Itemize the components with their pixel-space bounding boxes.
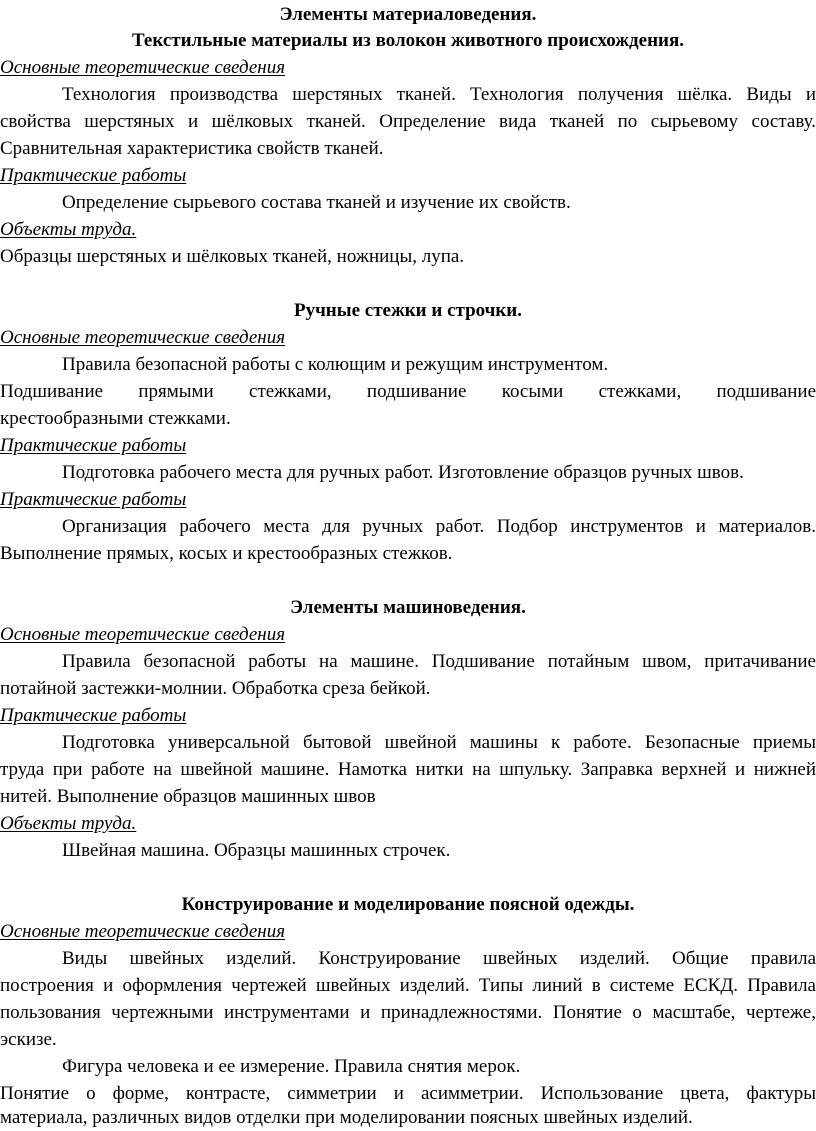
subheading-practice: Практические работы	[0, 705, 187, 726]
paragraph-line: Подготовка рабочего места для ручных работ. Изготовление образцов ручных швов.	[62, 462, 744, 483]
paragraph-line: Правила безопасной работы на машине. Подшивание потайным швом, притачивание	[62, 651, 816, 672]
section-title: Ручные стежки и строчки.	[293, 300, 523, 321]
subheading-theory: Основные теоретические сведения	[0, 327, 286, 348]
paragraph-line: потайной застежки-молнии. Обработка среза бейкой.	[0, 678, 431, 699]
paragraph-line: Фигура человека и ее измерение. Правила снятия мерок.	[62, 1056, 521, 1077]
paragraph-line: Подшивание прямыми стежками, подшивание косыми стежками, подшивание	[0, 381, 816, 402]
subheading-theory: Основные теоретические сведения	[0, 624, 286, 645]
paragraph-line: Определение сырьевого состава тканей и изучение их свойств.	[62, 192, 571, 213]
subheading-practice: Практические работы	[0, 165, 187, 186]
section-title: Конструирование и моделирование поясной одежды.	[181, 894, 635, 915]
section-subtitle: Текстильные материалы из волокон животного происхождения.	[131, 30, 684, 51]
paragraph-line: Понятие о форме, контрасте, симметрии и асимметрии. Использование цвета, фактуры	[0, 1083, 816, 1104]
paragraph-line: эскизе.	[0, 1029, 57, 1050]
subheading-theory: Основные теоретические сведения	[0, 921, 286, 942]
paragraph-line: труда при работе на швейной машине. Намотка нитки на шпульку. Заправка верхней и нижней	[0, 759, 816, 780]
paragraph-line: Подготовка универсальной бытовой швейной машины к работе. Безопасные приемы	[62, 732, 816, 753]
paragraph-line: материала, различных видов отделки при моделировании поясных швейных изделий.	[0, 1107, 693, 1128]
paragraph-line: крестообразными стежками.	[0, 408, 231, 429]
paragraph-line: Организация рабочего места для ручных работ. Подбор инструментов и материалов.	[62, 516, 816, 537]
subheading-objects: Объекты труда.	[0, 813, 137, 834]
paragraph-line: Технология производства шерстяных тканей. Технология получения шёлка. Виды и	[62, 84, 816, 105]
paragraph-line: Правила безопасной работы с колющим и режущим инструментом.	[62, 354, 609, 375]
paragraph-line: пользования чертежными инструментами и принадлежностями. Понятие о масштабе, чертеже,	[0, 1002, 816, 1023]
subheading-practice: Практические работы	[0, 435, 187, 456]
paragraph-line: Виды швейных изделий. Конструирование швейных изделий. Общие правила	[62, 948, 816, 969]
paragraph-line: построения и оформления чертежей швейных изделий. Типы линий в системе ЕСКД. Правила	[0, 975, 816, 996]
paragraph-line: Образцы шерстяных и шёлковых тканей, ножницы, лупа.	[0, 246, 465, 267]
section-title: Элементы машиноведения.	[290, 597, 526, 618]
paragraph-line: свойства шерстяных и шёлковых тканей. Определение вида тканей по сырьевому составу.	[0, 111, 816, 132]
paragraph-line: нитей. Выполнение образцов машинных швов	[0, 786, 376, 807]
section-title: Элементы материаловедения.	[279, 4, 537, 25]
paragraph-line: Сравнительная характеристика свойств тканей.	[0, 138, 384, 159]
paragraph-line: Швейная машина. Образцы машинных строчек.	[62, 840, 451, 861]
paragraph-line: Выполнение прямых, косых и крестообразных стежков.	[0, 543, 453, 564]
subheading-theory: Основные теоретические сведения	[0, 57, 286, 78]
subheading-objects: Объекты труда.	[0, 219, 137, 240]
subheading-practice: Практические работы	[0, 489, 187, 510]
